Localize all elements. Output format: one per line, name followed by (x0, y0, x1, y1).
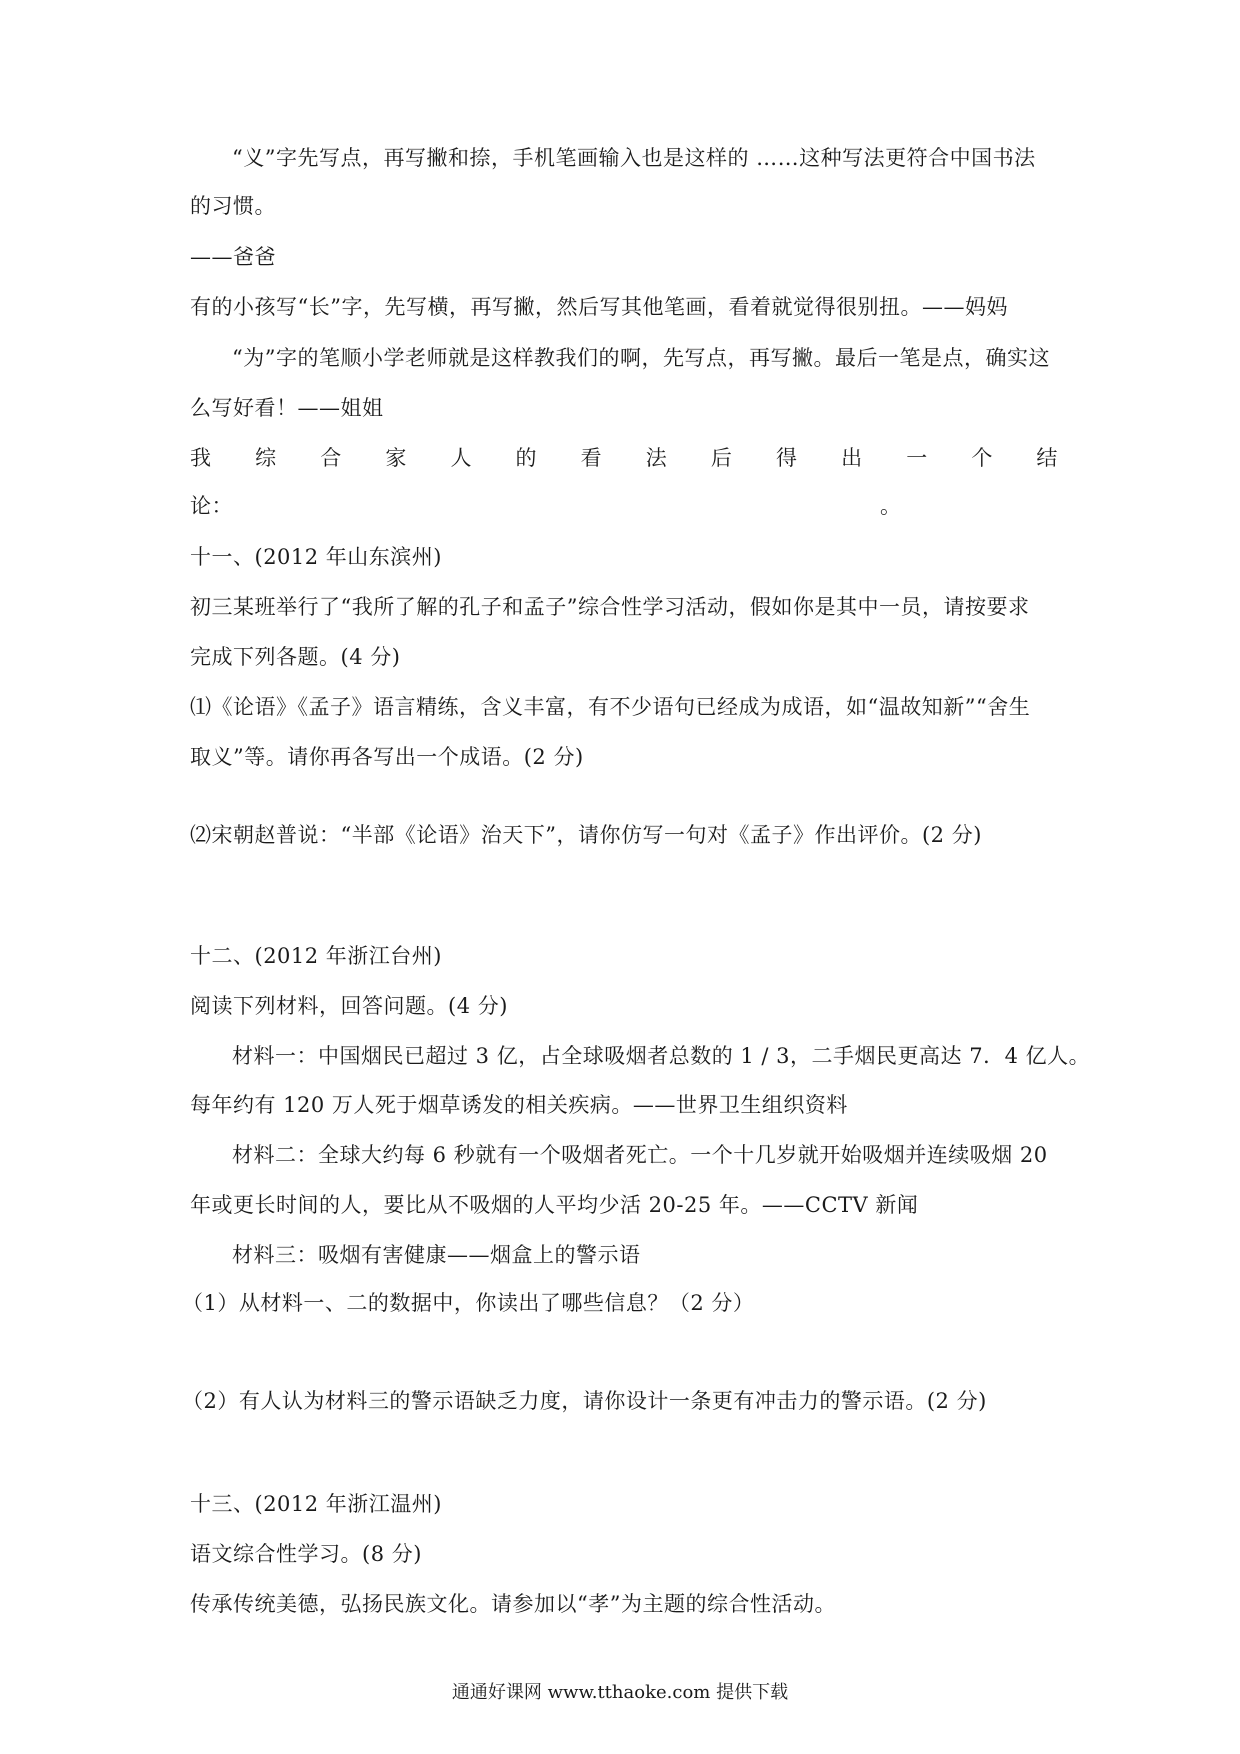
material-line: 材料二：全球大约每 6 秒就有一个吸烟者死亡。一个十几岁就开始吸烟并连续吸烟 20 (232, 1143, 1048, 1167)
spread-char: 人 (450, 446, 472, 470)
section-heading: 十一、(2012 年山东滨州) (190, 545, 443, 569)
spread-char: 我 (190, 446, 212, 470)
question-line: （1）从材料一、二的数据中，你读出了哪些信息？（2 分） (182, 1291, 755, 1315)
question-line: ⑴《论语》《孟子》语言精练，含义丰富，有不少语句已经成为成语，如“温故知新”“舍生 (190, 695, 1031, 719)
material-line: 年或更长时间的人，要比从不吸烟的人平均少活 20-25 年。——CCTV 新闻 (190, 1193, 919, 1217)
section-heading: 十三、(2012 年浙江温州) (190, 1492, 443, 1516)
spread-char: 合 (320, 446, 342, 470)
spread-char: 一 (906, 446, 928, 470)
page-footer: 通通好课网 www.tthaoke.com 提供下载 (451, 1682, 789, 1703)
paragraph-line: 传承传统美德，弘扬民族文化。请参加以“孝”为主题的综合性活动。 (190, 1592, 836, 1616)
answer-end-mark: 。 (880, 494, 902, 518)
material-line: 材料一：中国烟民已超过 3 亿，占全球吸烟者总数的 1 / 3，二手烟民更高达 7．4 亿人。 (232, 1044, 1091, 1068)
paragraph-line: 初三某班举行了“我所了解的孔子和孟子”综合性学习活动，假如你是其中一员，请按要求 (190, 595, 1030, 619)
spread-char: 后 (710, 446, 733, 470)
paragraph-line: 阅读下列材料，回答问题。(4 分) (190, 994, 508, 1018)
spread-char: 家 (385, 446, 407, 470)
question-line: 取义”等。请你再各写出一个成语。(2 分) (190, 745, 584, 769)
paragraph-line: 语文综合性学习。(8 分) (190, 1542, 422, 1566)
paragraph-line: 的习惯。 (190, 194, 276, 218)
section-heading: 十二、(2012 年浙江台州) (190, 944, 443, 968)
material-line: 每年约有 120 万人死于烟草诱发的相关疾病。——世界卫生组织资料 (190, 1093, 848, 1117)
paragraph-line: ——爸爸 (190, 245, 276, 269)
question-line: ⑵宋朝赵普说：“半部《论语》治天下”，请你仿写一句对《孟子》作出评价。(2 分) (190, 823, 982, 847)
spread-char: 法 (645, 446, 668, 470)
answer-label: 论： (190, 494, 233, 518)
spread-char: 得 (775, 446, 798, 470)
paragraph-line: “义”字先写点，再写撇和捺，手机笔画输入也是这样的 ……这种写法更符合中国书法 (232, 146, 1036, 170)
spread-char: 出 (841, 446, 863, 470)
spread-char: 看 (580, 446, 603, 470)
spread-char: 个 (971, 446, 993, 470)
paragraph-line: “为”字的笔顺小学老师就是这样教我们的啊，先写点，再写撇。最后一笔是点，确实这 (232, 346, 1050, 370)
spread-char: 结 (1036, 446, 1058, 470)
paragraph-line: 有的小孩写“长”字，先写横，再写撇，然后写其他笔画，看着就觉得很别扭。——妈妈 (190, 295, 1008, 319)
spread-char: 综 (255, 446, 277, 470)
answer-line (190, 491, 1060, 521)
paragraph-line: 完成下列各题。(4 分) (190, 645, 401, 669)
spread-char: 的 (515, 446, 538, 470)
paragraph-line: 么写好看！——姐姐 (190, 396, 384, 420)
question-line: （2）有人认为材料三的警示语缺乏力度，请你设计一条更有冲击力的警示语。(2 分) (182, 1389, 987, 1413)
material-line: 材料三：吸烟有害健康——烟盒上的警示语 (232, 1243, 641, 1267)
spread-line (190, 443, 1058, 473)
